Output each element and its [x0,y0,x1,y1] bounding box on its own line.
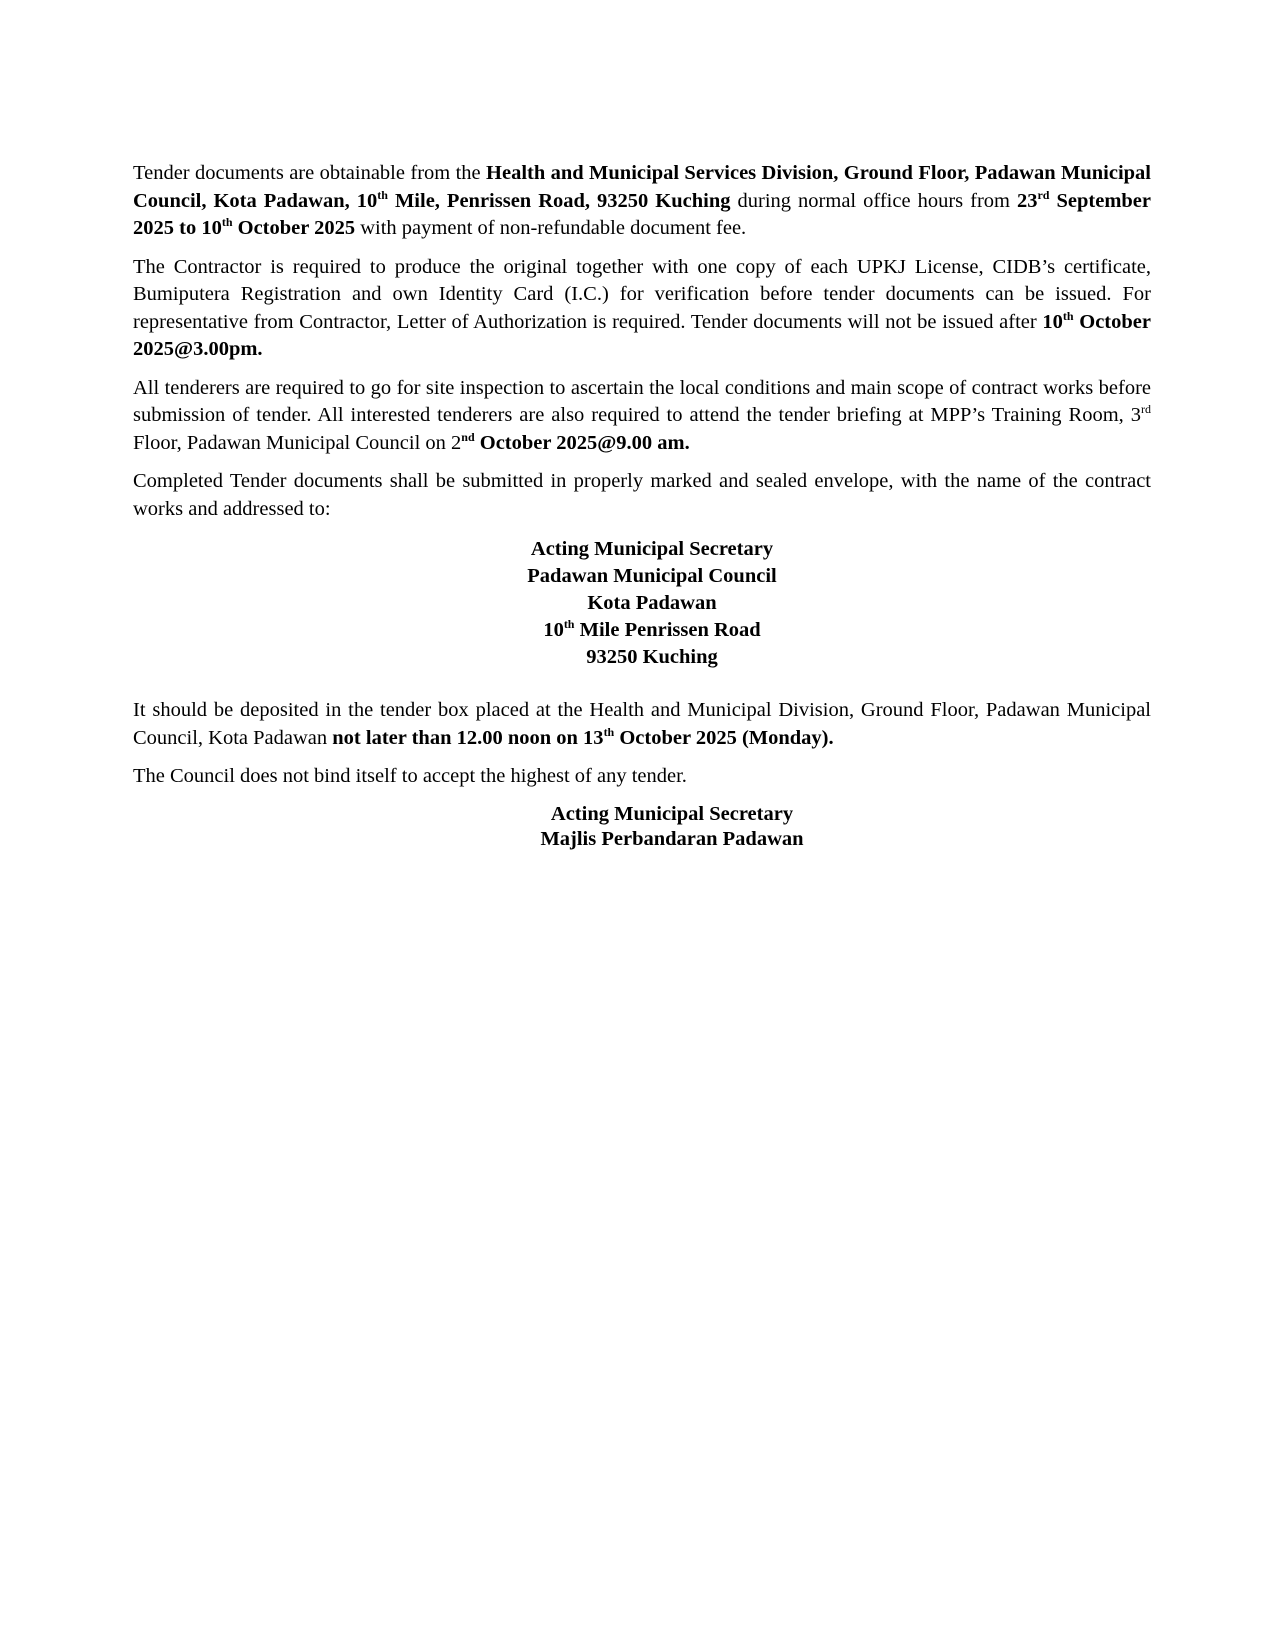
address-line: Acting Municipal Secretary [530,538,774,560]
text: 10 [543,619,564,641]
text: with payment of non-refundable document fee. [355,217,747,239]
paragraph-deposit [133,697,1151,752]
bold-text: Health and Municipal Services Division, Ground Floor, Padawan Municipal Council, Kota Padawan, 10 [133,162,1152,212]
text: Mile Penrissen Road [574,619,761,641]
paragraph-disclaimer [133,763,1151,791]
superscript: th [563,617,575,631]
text: Completed Tender documents shall be submitted in properly marked and sealed envelope, with the name of the contract works and addressed to: [133,470,1151,520]
bold-text: not later than 12.00 noon on 13 [332,726,604,749]
text: All tenderers are required to go for site inspection to ascertain the local conditions and main scope of contract works before submission of tender. All interested tenderers are also required to attend the tender briefing at MPP’s Training Room, 3 [133,376,1151,426]
text: The Contractor is required to produce the original together with one copy of each UPKJ License, CIDB’s certificate, Bumiputera Registration and own Identity Card (I.C.) for verification before tender documents can be issued. For representative from Contractor, Letter of Authorization is required. Tender documents will not be issued after [133,255,1151,333]
mailing-address [133,536,1151,671]
bold-text: September 2025 to 10 [133,189,1151,239]
text: It should be deposited in the tender box placed at the Health and Municipal Division, Ground Floor, Padawan Municipal Council, Kota Padawan [133,699,1151,749]
superscript: rd [1037,187,1050,202]
document-body [133,160,1151,852]
paragraph-obtaining-documents [133,160,1151,243]
text: Floor, Padawan Municipal Council on 2 [133,431,462,454]
address-line: Kota Padawan [587,592,717,614]
signature-organization: Majlis Perbandaran Padawan [540,827,804,850]
superscript: th [603,724,615,739]
bold-text: Mile, Penrissen Road, 93250 Kuching [387,189,731,212]
bold-text: October 2025 [232,217,356,239]
address-line: Padawan Municipal Council [527,565,777,587]
paragraph-contractor-requirements [133,254,1151,364]
address-line: 93250 Kuching [586,646,718,668]
signature-block [133,802,1151,852]
superscript: th [377,187,388,202]
superscript: nd [461,429,475,444]
address-line [153,617,1151,644]
bold-text: 10 [1042,310,1063,333]
bold-text: October 2025 (Monday). [614,726,834,749]
bold-text: October 2025@9.00 am. [474,431,690,454]
bold-text: October 2025@3.00pm. [133,310,1151,360]
text: Tender documents are obtainable from the [133,162,487,184]
bold-text: 23 [1016,189,1038,212]
text: The Council does not bind itself to accept the highest of any tender. [133,765,687,787]
text: during normal office hours from [730,189,1017,212]
paragraph-submission [133,468,1151,523]
paragraph-site-inspection [133,375,1151,458]
superscript: th [1062,308,1074,323]
signature-title: Acting Municipal Secretary [550,802,794,825]
superscript: rd [1141,402,1151,416]
superscript: th [221,215,233,229]
